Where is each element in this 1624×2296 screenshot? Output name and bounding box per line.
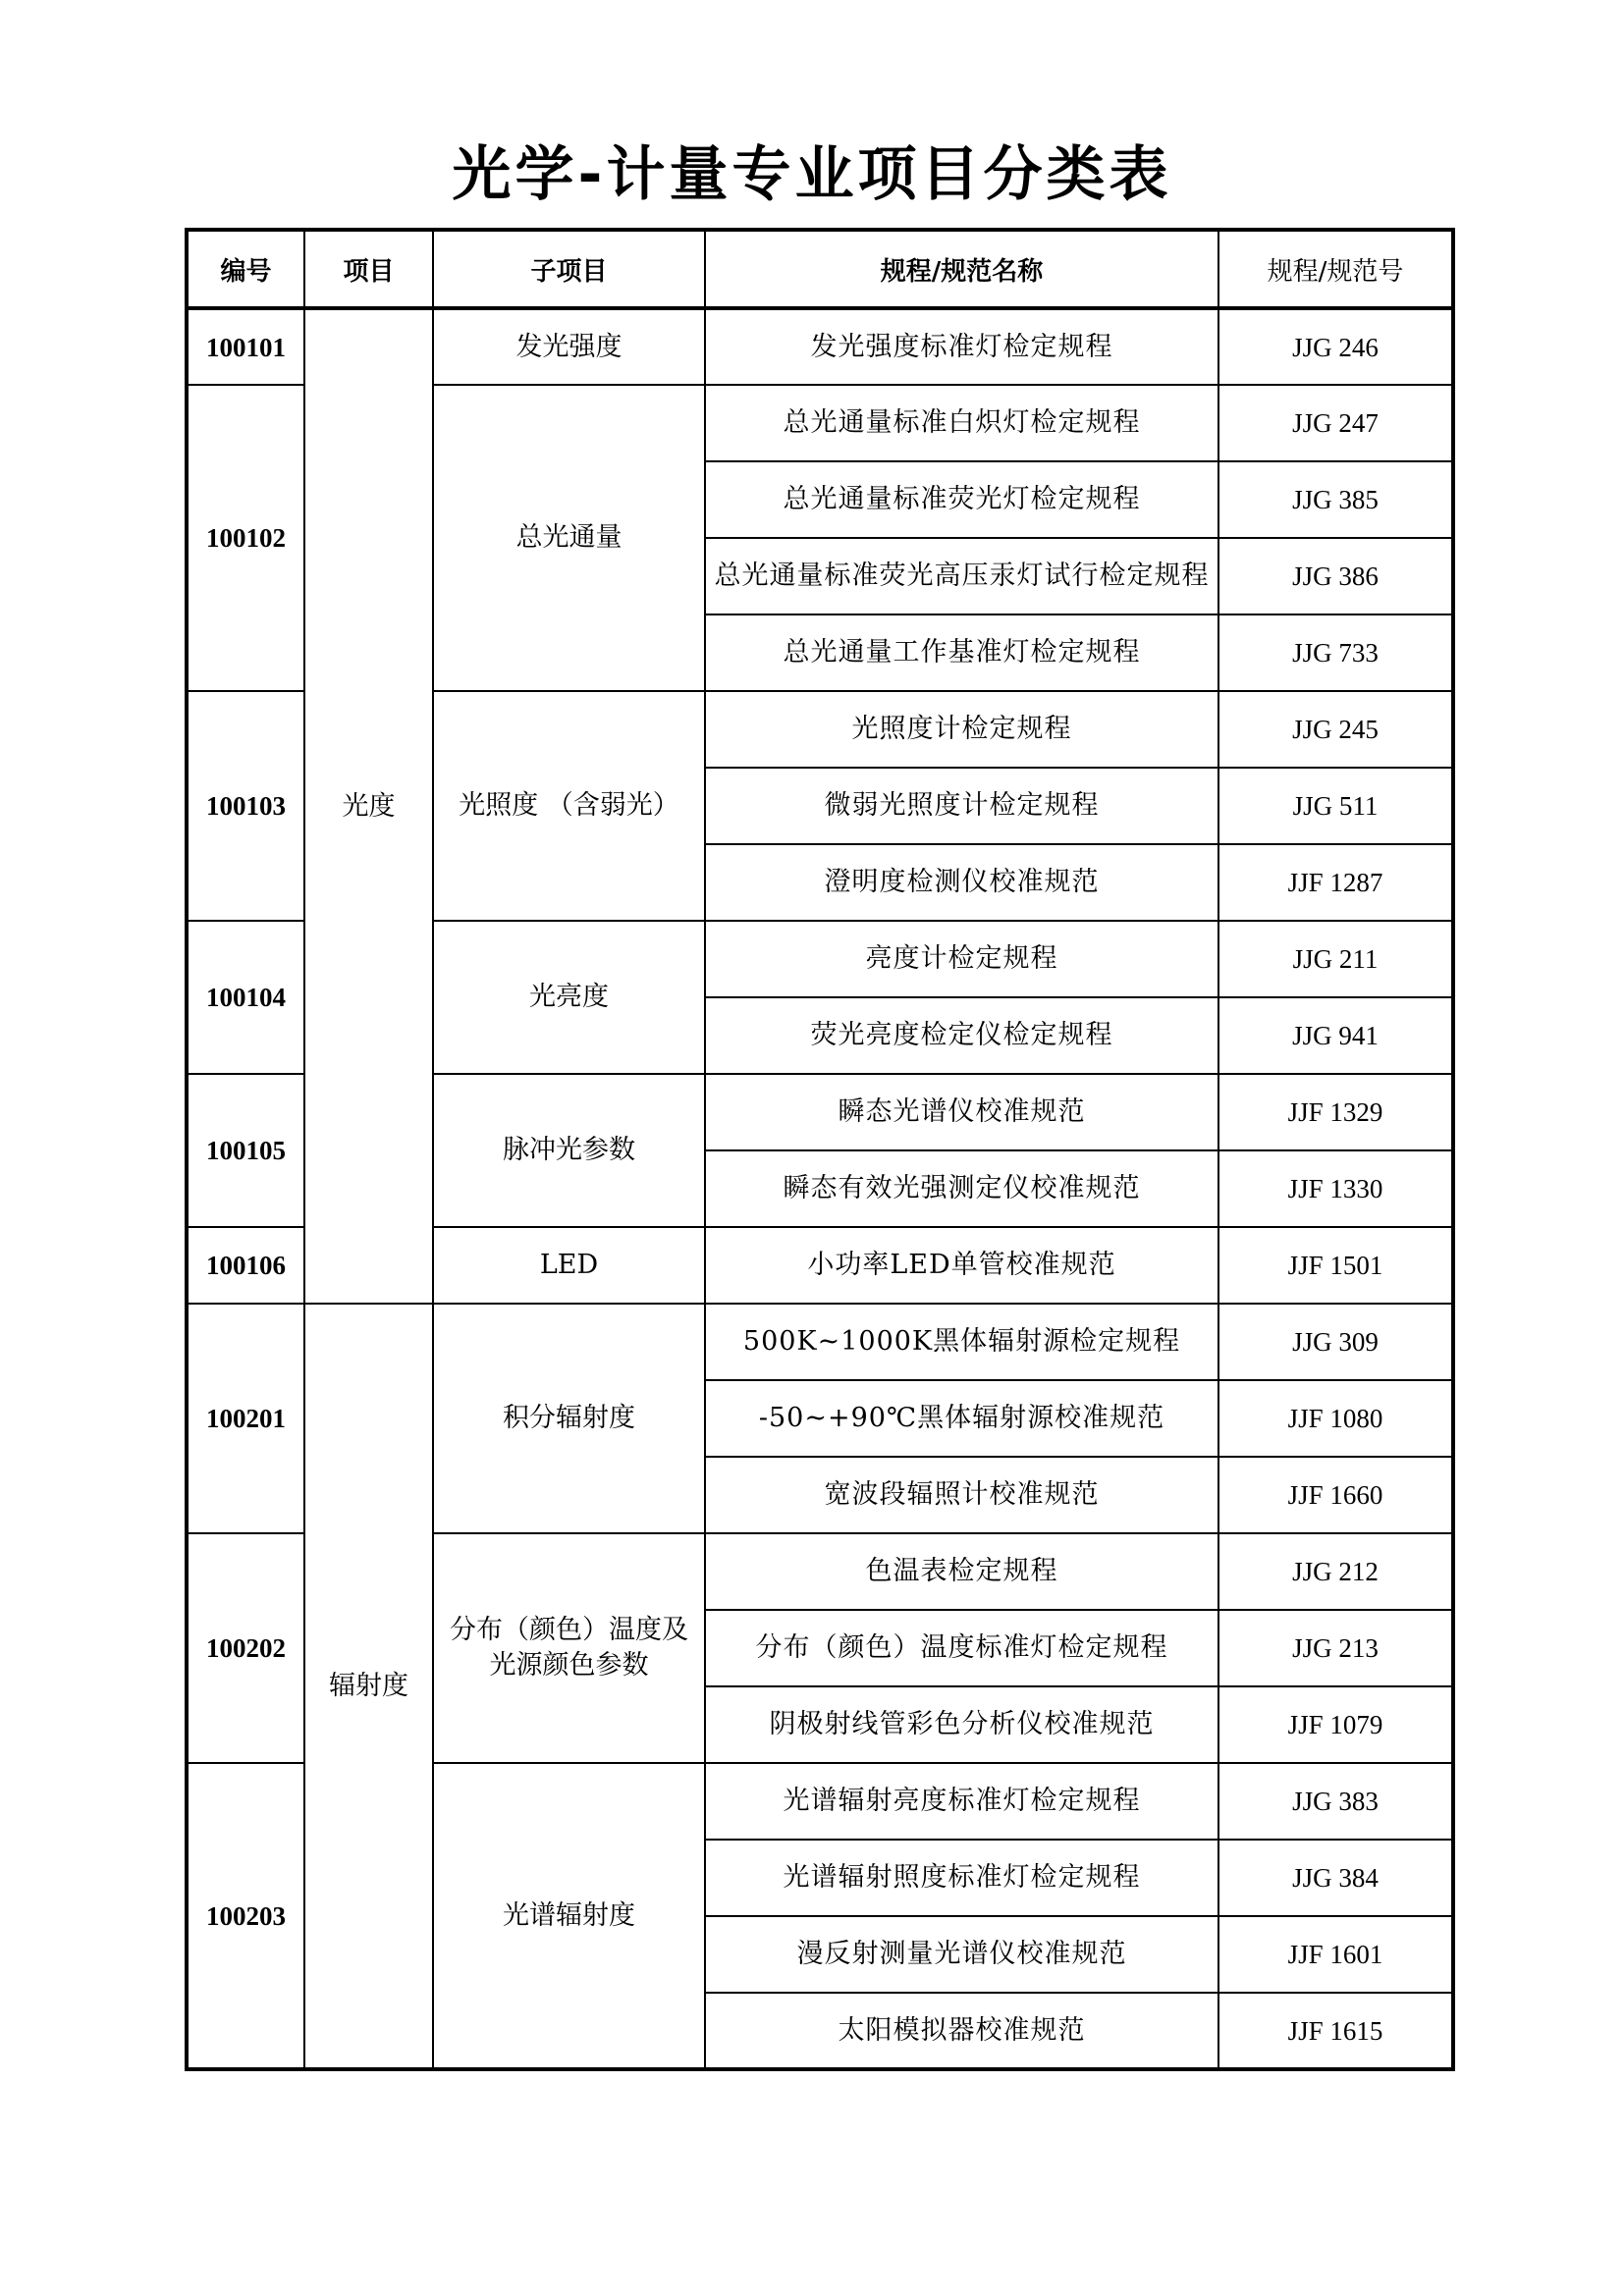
item-cell: 光度 [304,308,433,1304]
subitem-cell: LED [433,1227,705,1304]
spec-number-cell: JJG 384 [1218,1840,1453,1916]
subitem-cell: 光亮度 [433,921,705,1074]
spec-number-cell: JJG 213 [1218,1610,1453,1686]
header-spec-number: 规程/规范号 [1218,230,1453,308]
spec-name-cell: 小功率LED单管校准规范 [705,1227,1218,1304]
spec-number-cell: JJG 383 [1218,1763,1453,1840]
code-cell: 100201 [187,1304,304,1533]
code-cell: 100101 [187,308,304,385]
spec-number-cell: JJF 1660 [1218,1457,1453,1533]
item-cell: 辐射度 [304,1304,433,2069]
spec-number-cell: JJF 1615 [1218,1993,1453,2069]
code-cell: 100104 [187,921,304,1074]
spec-number-cell: JJG 247 [1218,385,1453,461]
code-cell: 100103 [187,691,304,921]
spec-name-cell: 发光强度标准灯检定规程 [705,308,1218,385]
spec-number-cell: JJF 1329 [1218,1074,1453,1150]
spec-number-cell: JJG 941 [1218,997,1453,1074]
spec-number-cell: JJF 1601 [1218,1916,1453,1993]
spec-number-cell: JJF 1330 [1218,1150,1453,1227]
spec-name-cell: 分布（颜色）温度标准灯检定规程 [705,1610,1218,1686]
spec-name-cell: 总光通量标准荧光高压汞灯试行检定规程 [705,538,1218,614]
subitem-cell: 发光强度 [433,308,705,385]
code-cell: 100105 [187,1074,304,1227]
spec-name-cell: 瞬态有效光强测定仪校准规范 [705,1150,1218,1227]
spec-number-cell: JJF 1287 [1218,844,1453,921]
spec-number-cell: JJF 1080 [1218,1380,1453,1457]
header-item: 项目 [304,230,433,308]
spec-name-cell: 太阳模拟器校准规范 [705,1993,1218,2069]
spec-number-cell: JJG 733 [1218,614,1453,691]
subitem-cell: 分布（颜色）温度及光源颜色参数 [433,1533,705,1763]
table-row [187,308,1453,385]
spec-name-cell: 澄明度检测仪校准规范 [705,844,1218,921]
code-cell: 100202 [187,1533,304,1763]
spec-name-cell: 阴极射线管彩色分析仪校准规范 [705,1686,1218,1763]
spec-number-cell: JJG 211 [1218,921,1453,997]
classification-table [185,228,1455,2071]
spec-number-cell: JJG 386 [1218,538,1453,614]
header-subitem: 子项目 [433,230,705,308]
spec-name-cell: 亮度计检定规程 [705,921,1218,997]
spec-number-cell: JJG 309 [1218,1304,1453,1380]
code-cell: 100106 [187,1227,304,1304]
spec-number-cell: JJG 246 [1218,308,1453,385]
spec-number-cell: JJG 385 [1218,461,1453,538]
header-spec-name: 规程/规范名称 [705,230,1218,308]
table-header-row [187,230,1453,308]
page-title: 光学-计量专业项目分类表 [452,140,1172,209]
subitem-cell: 积分辐射度 [433,1304,705,1533]
table-row [187,1304,1453,1380]
spec-number-cell: JJF 1079 [1218,1686,1453,1763]
header-code: 编号 [187,230,304,308]
spec-name-cell: 总光通量标准荧光灯检定规程 [705,461,1218,538]
spec-number-cell: JJG 212 [1218,1533,1453,1610]
spec-name-cell: 微弱光照度计检定规程 [705,768,1218,844]
spec-name-cell: -50~+90℃黑体辐射源校准规范 [705,1380,1218,1457]
spec-name-cell: 瞬态光谱仪校准规范 [705,1074,1218,1150]
spec-number-cell: JJG 245 [1218,691,1453,768]
spec-name-cell: 光谱辐射亮度标准灯检定规程 [705,1763,1218,1840]
subitem-cell: 总光通量 [433,385,705,691]
spec-name-cell: 色温表检定规程 [705,1533,1218,1610]
spec-number-cell: JJF 1501 [1218,1227,1453,1304]
subitem-cell: 光照度 （含弱光） [433,691,705,921]
spec-name-cell: 总光通量工作基准灯检定规程 [705,614,1218,691]
spec-name-cell: 光照度计检定规程 [705,691,1218,768]
spec-number-cell: JJG 511 [1218,768,1453,844]
table-body [187,308,1453,2069]
spec-name-cell: 宽波段辐照计校准规范 [705,1457,1218,1533]
spec-name-cell: 500K~1000K黑体辐射源检定规程 [705,1304,1218,1380]
spec-name-cell: 光谱辐射照度标准灯检定规程 [705,1840,1218,1916]
spec-name-cell: 荧光亮度检定仪检定规程 [705,997,1218,1074]
spec-name-cell: 总光通量标准白炽灯检定规程 [705,385,1218,461]
code-cell: 100102 [187,385,304,691]
subitem-cell: 脉冲光参数 [433,1074,705,1227]
subitem-cell: 光谱辐射度 [433,1763,705,2069]
spec-name-cell: 漫反射测量光谱仪校准规范 [705,1916,1218,1993]
code-cell: 100203 [187,1763,304,2069]
